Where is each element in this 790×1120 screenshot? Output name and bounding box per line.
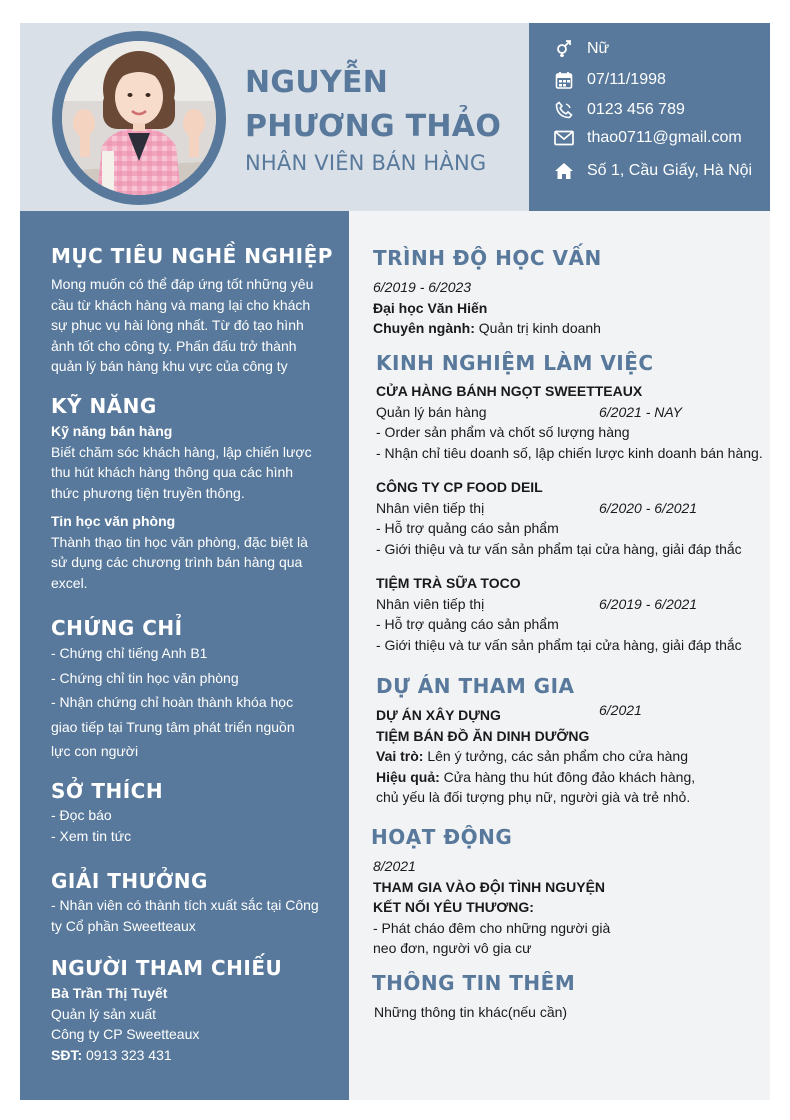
job-duty: - Order sản phẩm và chốt số lượng hàng bbox=[376, 424, 630, 440]
project-entry bbox=[376, 705, 695, 808]
objective-text bbox=[51, 274, 313, 377]
calendar-icon bbox=[553, 70, 575, 90]
objective-line: sự phục vụ hài lòng nhất. Từ đó tạo hình bbox=[51, 317, 304, 333]
more-info-heading: THÔNG TIN THÊM bbox=[372, 971, 576, 995]
project-result-label: Hiệu quả: bbox=[376, 768, 440, 785]
reference-position: Quản lý sản xuất bbox=[51, 1005, 157, 1022]
reference-phone-label: SĐT: bbox=[51, 1046, 83, 1063]
avatar-frame bbox=[52, 31, 226, 205]
award-line: - Nhân viên có thành tích xuất sắc tại Công bbox=[51, 897, 319, 913]
activity-period: 8/2021 bbox=[373, 858, 416, 874]
mail-icon bbox=[553, 128, 575, 148]
job-entry bbox=[376, 573, 742, 655]
avatar-photo bbox=[62, 41, 216, 195]
name-line-1: NGUYỄN bbox=[245, 65, 389, 100]
contact-email bbox=[553, 128, 742, 148]
left-column bbox=[20, 211, 349, 1100]
job-company: CÔNG TY CP FOOD DEIL bbox=[376, 479, 543, 495]
skill-line: sử dụng các chương trình bán hàng qua bbox=[51, 554, 303, 570]
job-duty: - Hỗ trợ quảng cáo sản phẩm bbox=[376, 616, 559, 632]
skill-line: thu hút khách hàng thông qua các hình bbox=[51, 464, 294, 480]
contact-gender bbox=[553, 39, 609, 59]
education-school: Đại học Văn Hiến bbox=[373, 299, 488, 316]
hobbies-heading: SỞ THÍCH bbox=[51, 779, 164, 803]
reference-phone-value: 0913 323 431 bbox=[82, 1046, 172, 1063]
project-result-value: Cửa hàng thu hút đông đảo khách hàng, bbox=[439, 768, 696, 785]
education-period: 6/2019 - 6/2023 bbox=[373, 279, 472, 295]
objective-heading: MỤC TIÊU NGHỀ NGHIỆP bbox=[51, 244, 333, 268]
certificate-line: - Chứng chỉ tin học văn phòng bbox=[51, 669, 239, 686]
activities-heading: HOẠT ĐỘNG bbox=[371, 825, 513, 849]
avatar bbox=[62, 41, 216, 195]
awards-heading: GIẢI THƯỞNG bbox=[51, 869, 208, 893]
reference-heading: NGƯỜI THAM CHIẾU bbox=[51, 956, 283, 980]
education-major bbox=[373, 318, 601, 339]
email-value: thao0711@gmail.com bbox=[587, 129, 742, 146]
project-title: TIỆM BÁN ĐỒ ĂN DINH DƯỠNG bbox=[376, 727, 590, 744]
contact-panel bbox=[529, 23, 770, 211]
activity-title: THAM GIA VÀO ĐỘI TÌNH NGUYỆN bbox=[373, 878, 606, 895]
hobbies-list bbox=[51, 805, 131, 846]
activity-line: neo đơn, người vô gia cư bbox=[373, 940, 532, 956]
objective-line: cầu từ khách hàng và mang lại cho khách bbox=[51, 296, 311, 313]
hobby-line: - Đọc báo bbox=[51, 807, 112, 823]
job-role: Nhân viên tiếp thị bbox=[376, 595, 485, 612]
experience-heading: KINH NGHIỆM LÀM VIỆC bbox=[376, 351, 654, 375]
skill-title: Tin học văn phòng bbox=[51, 513, 176, 529]
activity-title: KẾT NỐI YÊU THƯƠNG: bbox=[373, 899, 534, 915]
certificate-line: - Nhận chứng chỉ hoàn thành khóa học bbox=[51, 694, 294, 710]
cv-page bbox=[20, 23, 770, 1100]
job-duty: - Hỗ trợ quảng cáo sản phẩm bbox=[376, 520, 559, 536]
address-value: Số 1, Cầu Giấy, Hà Nội bbox=[587, 162, 753, 179]
project-role bbox=[376, 746, 695, 767]
skills-heading: KỸ NĂNG bbox=[51, 394, 157, 418]
job-role: Nhân viên tiếp thị bbox=[376, 499, 485, 516]
certificate-line: lực con người bbox=[51, 743, 139, 759]
certificate-line: - Chứng chỉ tiếng Anh B1 bbox=[51, 645, 208, 661]
award-line: ty Cổ phần Sweetteaux bbox=[51, 917, 196, 934]
phone-icon bbox=[553, 100, 575, 120]
reference-company: Công ty CP Sweetteaux bbox=[51, 1026, 200, 1042]
projects-heading: DỰ ÁN THAM GIA bbox=[376, 674, 575, 698]
skill-line: thức phương tiện truyền thông. bbox=[51, 484, 245, 501]
reference-details bbox=[51, 983, 199, 1065]
skill-line: excel. bbox=[51, 574, 88, 591]
contact-phone bbox=[553, 100, 685, 120]
reference-name: Bà Trần Thị Tuyết bbox=[51, 985, 168, 1001]
job-duty: - Nhận chỉ tiêu doanh số, lập chiến lược kinh doanh bán hàng. bbox=[376, 444, 763, 461]
home-icon bbox=[553, 161, 575, 181]
objective-line: ảnh tốt cho công ty. Phấn đấu trở thành bbox=[51, 337, 297, 354]
activity-entry bbox=[373, 856, 610, 959]
skill-title: Kỹ năng bán hàng bbox=[51, 423, 173, 439]
phone-value: 0123 456 789 bbox=[587, 101, 685, 118]
certificates-list bbox=[51, 641, 295, 764]
job-company: TIỆM TRÀ SỮA TOCO bbox=[376, 575, 521, 591]
contact-birthday bbox=[553, 70, 666, 90]
objective-line: quản lý bán hàng khu vực của công ty bbox=[51, 358, 288, 374]
birthday-value: 07/11/1998 bbox=[587, 71, 666, 88]
right-column bbox=[349, 211, 770, 1100]
major-value: Quản trị kinh doanh bbox=[474, 320, 601, 336]
awards-list bbox=[51, 895, 319, 936]
major-label: Chuyên ngành: bbox=[373, 320, 475, 336]
objective-line: Mong muốn có thể đáp ứng tốt những yêu bbox=[51, 276, 314, 292]
contact-address bbox=[553, 161, 752, 181]
name-line-2: PHƯƠNG THẢO bbox=[245, 109, 502, 144]
job-duty: - Giới thiệu và tư vấn sản phẩm tại cửa hàng, giải đáp thắc bbox=[376, 636, 742, 653]
job-period: 6/2021 - NAY bbox=[599, 404, 683, 420]
project-role-value: Lên ý tưởng, các sản phẩm cho cửa hàng bbox=[423, 748, 688, 764]
reference-phone bbox=[51, 1045, 199, 1066]
hobby-line: - Xem tin tức bbox=[51, 827, 132, 844]
gender-icon bbox=[553, 39, 575, 59]
job-duty: - Giới thiệu và tư vấn sản phẩm tại cửa hàng, giải đáp thắc bbox=[376, 540, 742, 557]
skill-line: Thành thạo tin học văn phòng, đặc biệt là bbox=[51, 533, 308, 550]
project-title: DỰ ÁN XÂY DỰNG bbox=[376, 707, 501, 723]
job-entry bbox=[376, 381, 763, 463]
certificate-line: giao tiếp tại Trung tâm phát triển nguồn bbox=[51, 718, 295, 735]
certificates-heading: CHỨNG CHỈ bbox=[51, 616, 183, 640]
project-result bbox=[376, 767, 695, 788]
full-name bbox=[245, 61, 501, 149]
project-period: 6/2021 bbox=[599, 702, 642, 718]
gender-value: Nữ bbox=[587, 40, 610, 57]
skill-office bbox=[51, 511, 308, 593]
job-period: 6/2020 - 6/2021 bbox=[599, 500, 698, 516]
job-entry bbox=[376, 477, 742, 559]
job-role: Quản lý bán hàng bbox=[376, 403, 487, 420]
job-period: 6/2019 - 6/2021 bbox=[599, 596, 698, 612]
education-heading: TRÌNH ĐỘ HỌC VẤN bbox=[373, 246, 602, 270]
more-info-text: Những thông tin khác(nếu cần) bbox=[374, 1004, 568, 1020]
skill-line: Biết chăm sóc khách hàng, lập chiến lược bbox=[51, 443, 312, 460]
project-role-label: Vai trò: bbox=[376, 748, 424, 764]
skill-sales bbox=[51, 421, 312, 503]
job-title: NHÂN VIÊN BÁN HÀNG bbox=[245, 151, 487, 175]
activity-line: - Phát cháo đêm cho những người già bbox=[373, 919, 611, 936]
project-result-line: chủ yếu là đối tượng phụ nữ, người già và trẻ nhỏ. bbox=[376, 789, 691, 805]
job-company: CỬA HÀNG BÁNH NGỌT SWEETTEAUX bbox=[376, 383, 643, 399]
education-details bbox=[373, 277, 601, 339]
header-panel bbox=[20, 23, 529, 211]
